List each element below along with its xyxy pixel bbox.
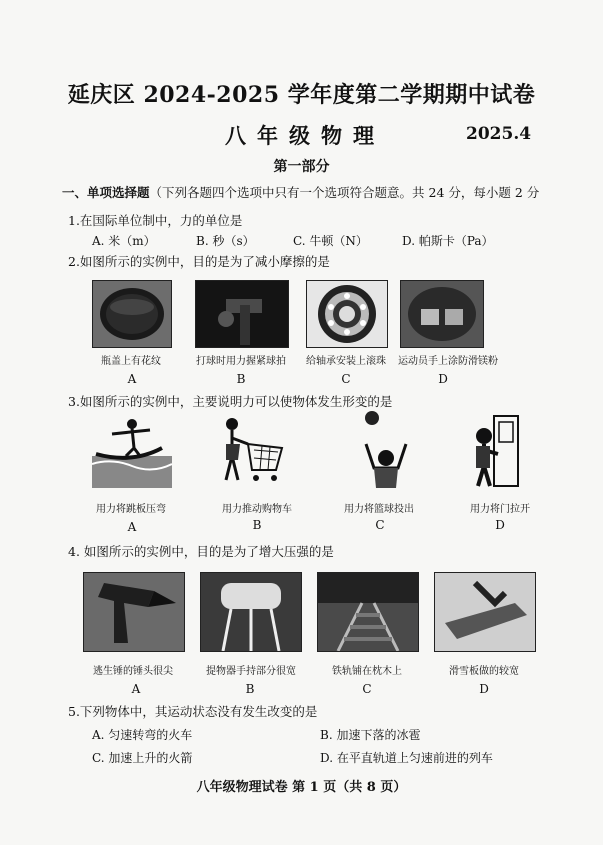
q3-caption-d: 用力将门拉开 [470, 504, 530, 515]
q4-caption-c: 铁轨铺在枕木上 [332, 666, 402, 677]
q2-image-bottle-cap [92, 280, 172, 348]
q3-image-diving-board [92, 414, 172, 488]
q4-caption-b: 提物器手持部分很宽 [206, 666, 296, 677]
q1-option-d[interactable]: D. 帕斯卡（Pa） [402, 234, 494, 248]
q2-image-chalk-hands [400, 280, 484, 348]
section-title: 一、单项选择题 [62, 185, 150, 200]
q5-option-a[interactable]: A. 匀速转弯的火车 [92, 728, 193, 742]
q2-caption-c: 给轴承安装上滚珠 [306, 356, 386, 367]
q3-caption-b: 用力推动购物车 [222, 504, 292, 515]
q5-option-b[interactable]: B. 加速下落的冰雹 [320, 728, 421, 742]
question-3: 3.如图所示的实例中，主要说明力可以使物体发生形变的是 [68, 394, 393, 409]
q3-caption-a: 用力将跳板压弯 [96, 504, 166, 515]
q2-letter-c[interactable]: C [341, 372, 351, 386]
exam-subject: 八年级物理 [225, 123, 385, 148]
question-1: 1.在国际单位制中，力的单位是 [68, 213, 243, 228]
question-5: 5.下列物体中，其运动状态没有发生改变的是 [68, 704, 318, 719]
q3-image-basketball [352, 408, 412, 488]
q2-image-bearing [306, 280, 388, 348]
question-2: 2.如图所示的实例中，目的是为了减小摩擦的是 [68, 254, 330, 269]
q4-caption-a: 逃生锤的锤头很尖 [93, 666, 173, 677]
q4-letter-a[interactable]: A [131, 682, 141, 696]
q5-option-d[interactable]: D. 在平直轨道上匀速前进的列车 [320, 751, 493, 765]
q4-letter-c[interactable]: C [362, 682, 372, 696]
q3-caption-c: 用力将篮球投出 [344, 504, 414, 515]
q4-letter-b[interactable]: B [245, 682, 255, 696]
q3-letter-d[interactable]: D [495, 518, 505, 532]
page-footer: 八年级物理试卷 第 1 页（共 8 页） [196, 780, 407, 795]
q2-letter-b[interactable]: B [236, 372, 246, 386]
q3-letter-c[interactable]: C [375, 518, 385, 532]
q2-caption-d: 运动员手上涂防滑镁粉 [398, 356, 498, 367]
q3-letter-b[interactable]: B [252, 518, 262, 532]
q3-image-door [466, 414, 520, 488]
part-heading: 第一部分 [273, 159, 330, 175]
q1-option-a[interactable]: A. 米（m） [92, 234, 156, 248]
q2-image-racket-grip [195, 280, 289, 348]
q3-letter-a[interactable]: A [127, 520, 137, 534]
exam-date: 2025.4 [466, 124, 532, 144]
q3-image-shopping-cart [218, 414, 286, 488]
section-instruction: （下列各题四个选项中只有一个选项符合题意。共 24 分，每小题 2 分 [149, 185, 540, 200]
q4-image-railway [317, 572, 419, 652]
exam-title: 延庆区 2024-2025 学年度第二学期期中试卷 [67, 82, 536, 108]
q4-image-carrier-handle [200, 572, 302, 652]
q4-letter-d[interactable]: D [479, 682, 489, 696]
section-heading [62, 183, 539, 201]
q4-caption-d: 滑雪板做的较宽 [449, 666, 519, 677]
q1-option-b[interactable]: B. 秒（s） [196, 234, 255, 248]
q5-option-c[interactable]: C. 加速上升的火箭 [92, 751, 193, 765]
q4-image-escape-hammer [83, 572, 185, 652]
q4-image-snowboard [434, 572, 536, 652]
question-4: 4. 如图所示的实例中，目的是为了增大压强的是 [68, 544, 334, 559]
q1-option-c[interactable]: C. 牛顿（N） [293, 234, 368, 248]
q2-letter-a[interactable]: A [127, 372, 137, 386]
q2-caption-b: 打球时用力握紧球拍 [196, 356, 286, 367]
q2-caption-a: 瓶盖上有花纹 [101, 356, 161, 367]
q2-letter-d[interactable]: D [438, 372, 448, 386]
